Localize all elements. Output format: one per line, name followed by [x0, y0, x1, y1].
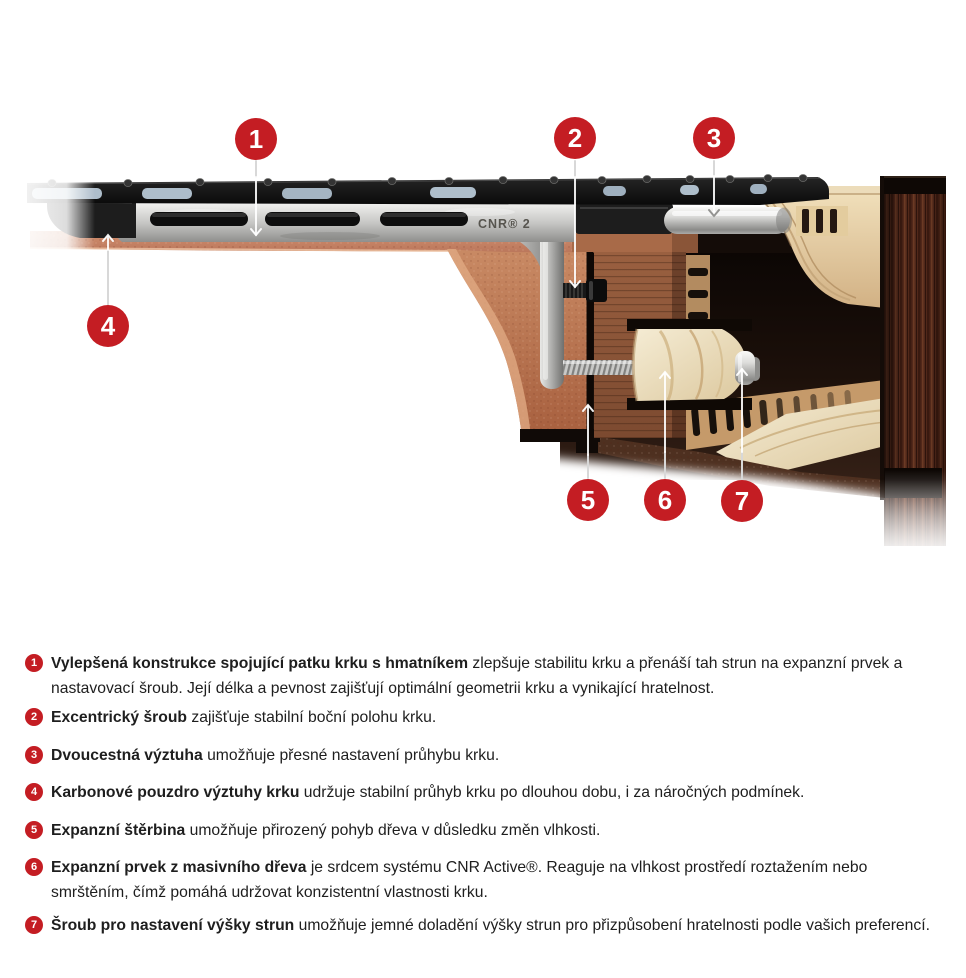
- legend-item-title: Expanzní prvek z masivního dřeva: [51, 859, 307, 876]
- legend-item-text: umožňuje přirozený pohyb dřeva v důsledku změn vlhkosti.: [189, 821, 601, 839]
- bracket-slots: [150, 212, 468, 226]
- legend-item-title: Excentrický šroub: [51, 709, 188, 726]
- legend-item-title: Vylepšená konstrukce spojující patku krku s hmatníkem: [51, 655, 469, 672]
- legend-bullet-7: 7: [25, 916, 43, 934]
- stamp-text: CNR® 2: [478, 217, 531, 231]
- legend-item-text: udržuje stabilní průhyb krku po dlouhou dobu, i za náročných podmínek.: [303, 784, 805, 801]
- legend-item-3: [25, 743, 948, 768]
- callout-marker-2: 2: [554, 117, 596, 159]
- legend-item-title: Šroub pro nastavení výšky strun: [51, 916, 295, 934]
- legend-item-text: umožňuje přesné nastavení průhybu krku.: [207, 746, 500, 764]
- callout-marker-5: 5: [567, 479, 609, 521]
- adjustment-rod: [563, 360, 639, 375]
- callout-marker-1: 1: [235, 118, 277, 160]
- legend-item-title: Karbonové pouzdro výztuhy krku: [51, 784, 300, 801]
- legend-item-text: umožňuje jemné doladění výšky strun pro přizpůsobení hratelnosti podle vašich preferencí.: [298, 916, 930, 934]
- legend-bullet-6: 6: [25, 858, 43, 876]
- left-edge-fade: [0, 160, 95, 275]
- legend-item-2: [25, 705, 948, 730]
- callout-marker-4: 4: [87, 305, 129, 347]
- legend-bullet-5: 5: [25, 821, 43, 839]
- legend-item-text: zlepšuje stabilitu krku a přenáší tah strun na expanzní prvek a nastavovací šroub. Její délka a pevnost zajišťují optimální geometrii krku a vynikající hratelnost.: [51, 655, 903, 697]
- legend: [0, 651, 966, 950]
- legend-item-5: [25, 818, 948, 843]
- legend-bullet-3: 3: [25, 746, 43, 764]
- legend-item-7: [25, 913, 948, 938]
- legend-item-text: je srdcem systému CNR Active®. Reaguje na vlhkost prostředí roztažením nebo smrštěním, čímž pomáhá udržovat konzistentní vlastnosti krku.: [51, 859, 868, 901]
- truss-rod: [664, 207, 792, 234]
- legend-bullet-2: 2: [25, 708, 43, 726]
- callout-marker-3: 3: [693, 117, 735, 159]
- legend-item-6: [25, 855, 948, 905]
- truss-bracket: [114, 204, 575, 242]
- kerfed-lining-side: [686, 255, 710, 329]
- legend-item-title: Expanzní štěrbina: [51, 821, 186, 839]
- callout-marker-6: 6: [644, 479, 686, 521]
- bottom-fade: [0, 480, 966, 640]
- legend-item-4: [25, 780, 948, 805]
- heel-wood: [447, 249, 600, 453]
- legend-item-title: Dvoucestná výztuha: [51, 746, 203, 764]
- legend-item-1: [25, 651, 948, 701]
- legend-item-text: zajišťuje stabilní boční polohu krku.: [191, 709, 437, 726]
- legend-bullet-4: 4: [25, 783, 43, 801]
- legend-bullet-1: 1: [25, 654, 43, 672]
- callout-marker-7: 7: [721, 480, 763, 522]
- fretboard: [27, 175, 829, 206]
